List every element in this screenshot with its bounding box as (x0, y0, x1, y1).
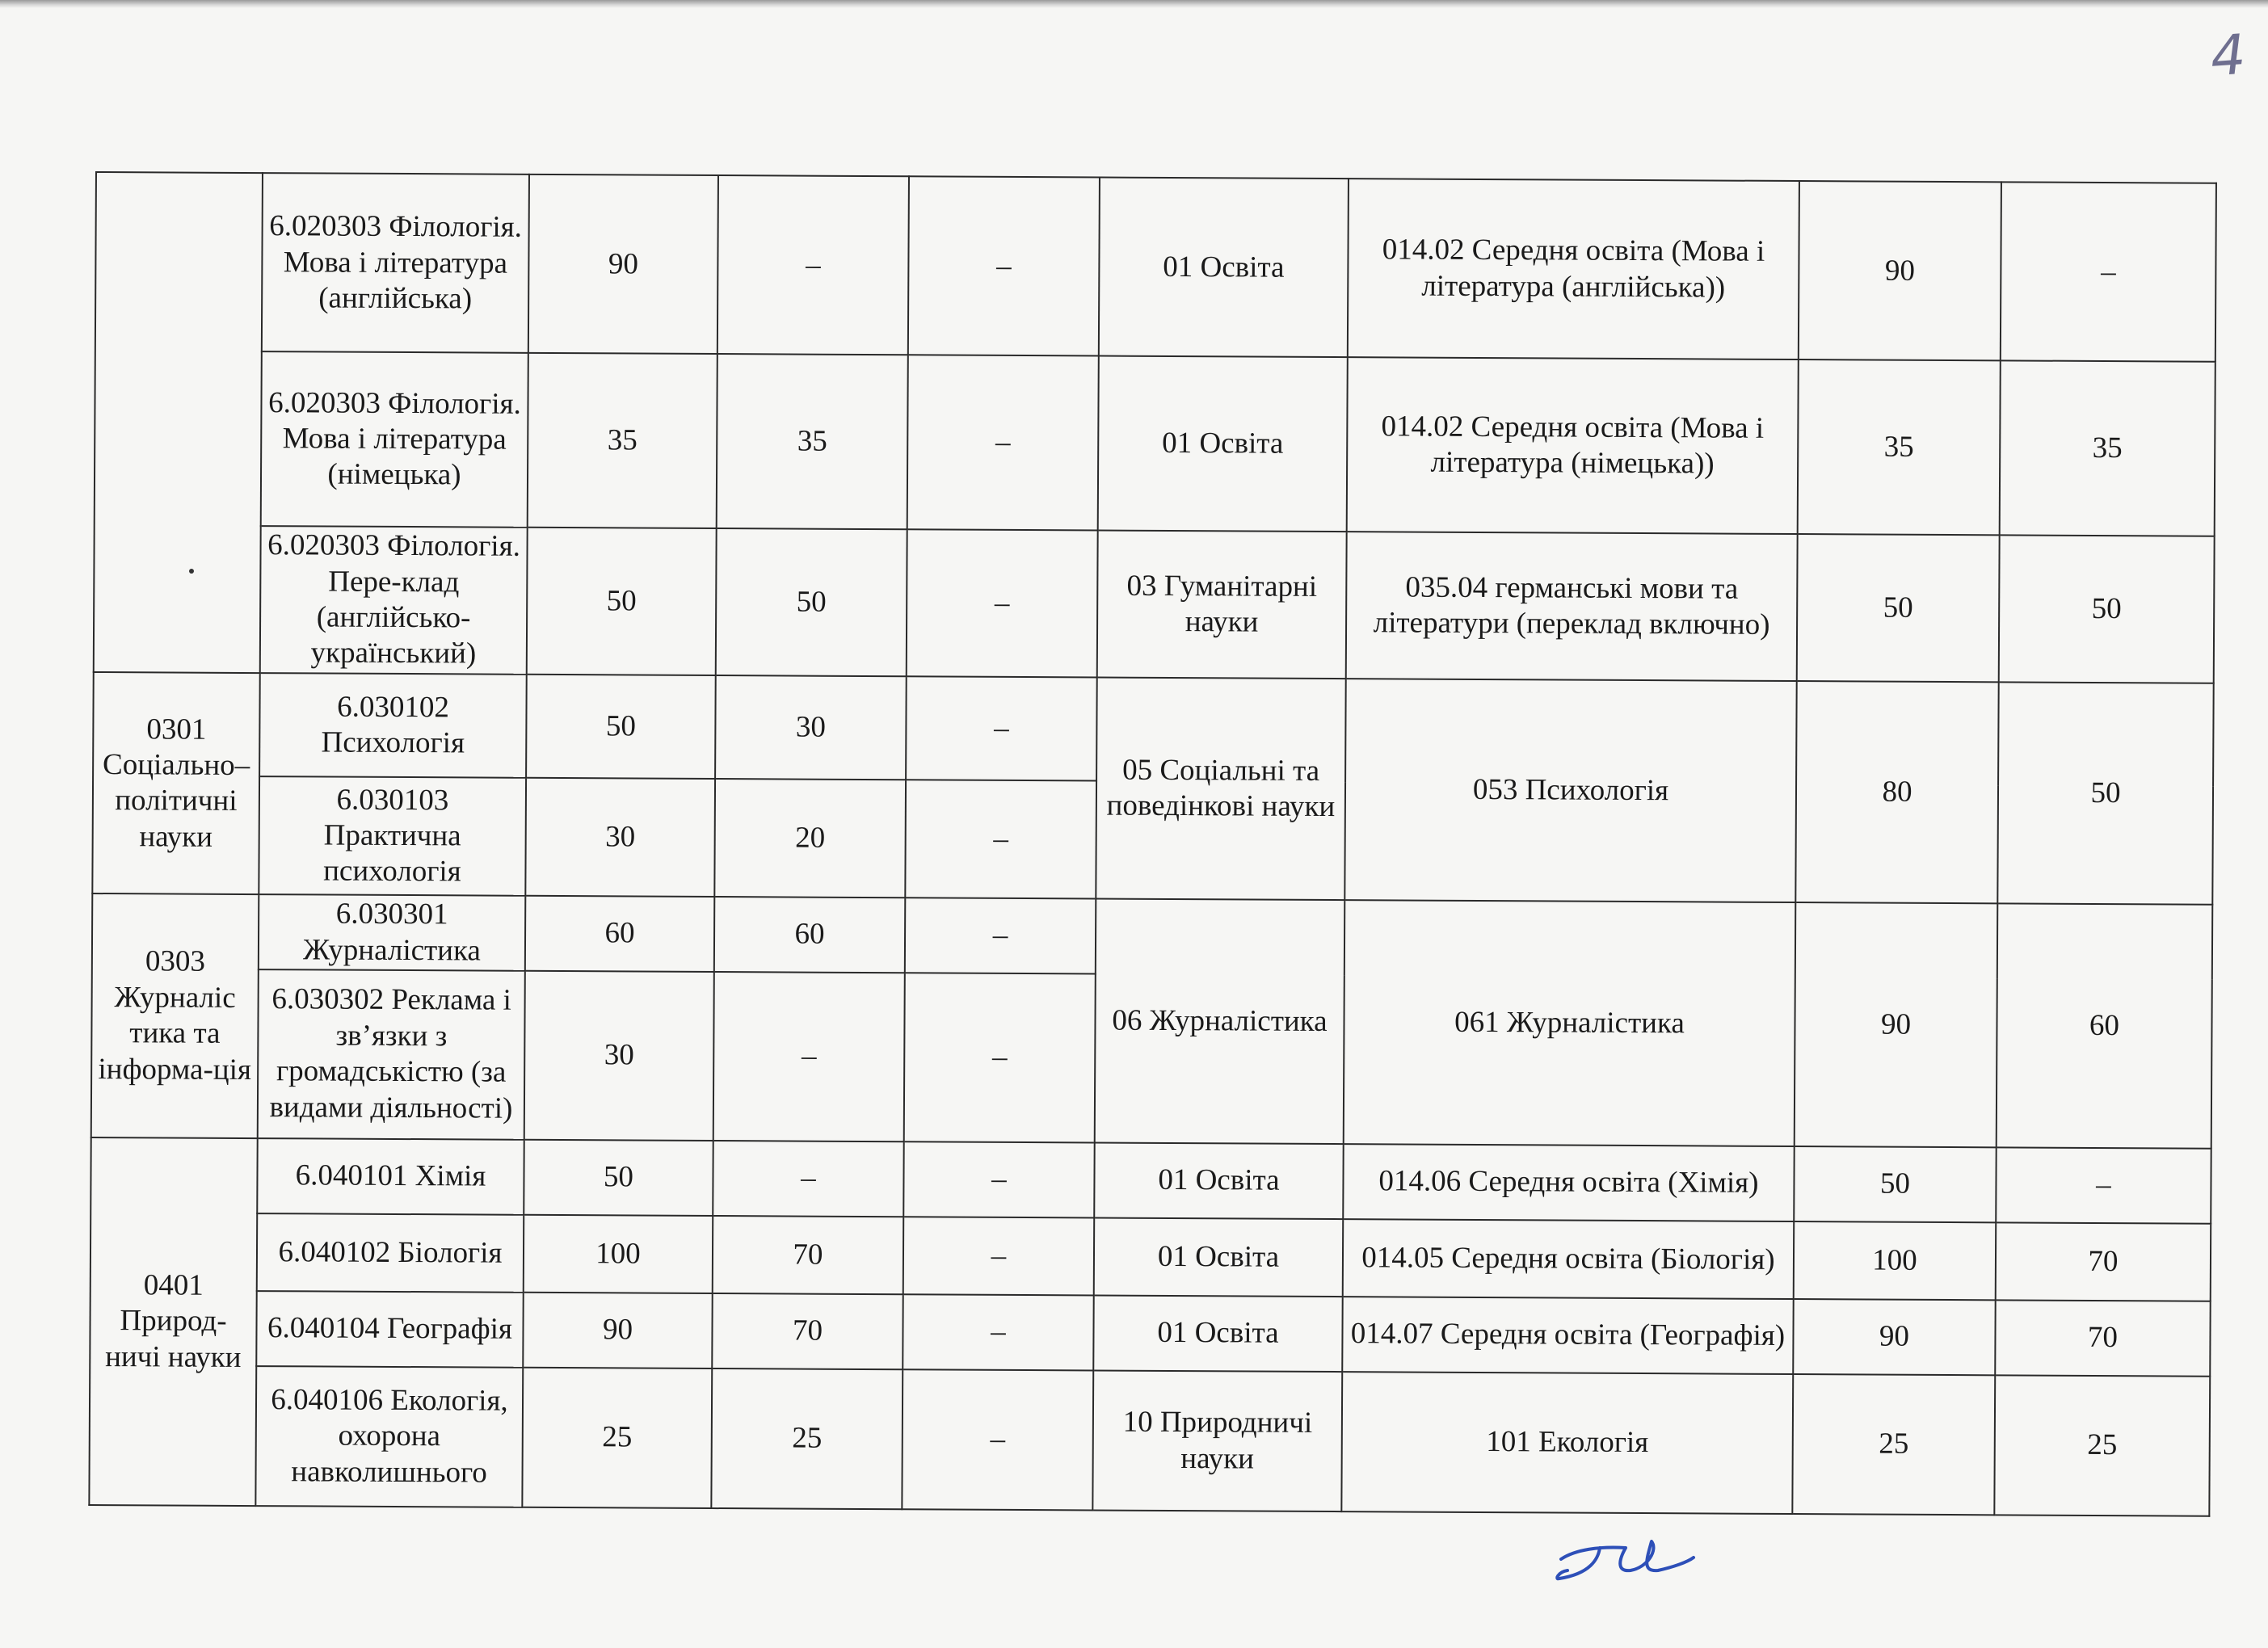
table-row (90, 1213, 2211, 1301)
value-cell: 90 (523, 1293, 712, 1369)
table-row (94, 525, 2215, 683)
value-cell: – (902, 1370, 1093, 1511)
branch-cell: 03 Гуманітарні науки (1097, 530, 1347, 679)
value-cell: 30 (525, 778, 715, 897)
group-cell (94, 172, 263, 673)
new-spec-cell: 053 Психологія (1344, 679, 1796, 902)
spec-cell: 6.030301 Журналістика (259, 894, 525, 970)
value-cell: – (904, 973, 1096, 1142)
branch-cell: 01 Освіта (1093, 1295, 1342, 1372)
value-cell: – (713, 1141, 903, 1217)
value-cell: 50 (1794, 1146, 1996, 1223)
spec-cell: 6.030302 Реклама і зв’язки з громадськістю (за видами діяльності) (258, 969, 525, 1140)
value-cell: – (908, 176, 1100, 356)
branch-cell: 05 Соціальні та поведінкові науки (1096, 678, 1345, 901)
value-cell: 50 (716, 528, 907, 677)
table-row (89, 1365, 2210, 1516)
table-row (95, 351, 2215, 536)
new-spec-cell: 014.05 Середня освіта (Біологія) (1343, 1219, 1794, 1298)
spec-cell: 6.040101 Хімія (257, 1138, 524, 1215)
value-cell: – (903, 1294, 1093, 1371)
branch-cell: 01 Освіта (1094, 1142, 1343, 1219)
value-cell: 50 (1997, 683, 2213, 906)
value-cell: 90 (1799, 181, 2001, 361)
branch-cell: 01 Освіта (1099, 178, 1349, 358)
value-cell: 50 (524, 1140, 713, 1217)
table-row (93, 672, 2214, 787)
signature-icon (1551, 1527, 1713, 1591)
value-cell: – (907, 355, 1099, 531)
new-spec-cell: 061 Журналістика (1344, 901, 1796, 1146)
value-cell: – (903, 1141, 1094, 1218)
value-cell: – (905, 780, 1096, 898)
value-cell: – (2001, 182, 2216, 362)
new-spec-cell: 014.07 Середня освіта (Географія) (1342, 1297, 1793, 1374)
value-cell: 60 (525, 896, 714, 971)
value-cell: – (906, 676, 1097, 780)
value-cell: 20 (714, 779, 906, 898)
spec-cell: 6.040102 Біологія (257, 1213, 524, 1292)
new-spec-cell: 101 Екологія (1341, 1372, 1793, 1514)
table-row (90, 1137, 2211, 1224)
value-cell: 60 (714, 897, 905, 972)
value-cell: 25 (711, 1368, 903, 1509)
table-row (92, 893, 2212, 979)
new-spec-cell: 014.02 Середня освіта (Мова і література (англійська)) (1348, 179, 1799, 359)
value-cell: 30 (524, 970, 714, 1140)
branch-cell: 01 Освіта (1094, 1218, 1343, 1297)
group-cell: 0303 Журналіс тика та інформа-ція (91, 893, 259, 1138)
table-row (95, 172, 2216, 362)
specialties-table (88, 171, 2217, 1517)
page-number: 4 (2208, 23, 2248, 90)
value-cell: 30 (715, 675, 907, 780)
value-cell: 35 (717, 354, 908, 529)
spec-cell: 6.030103 Практична психологія (259, 776, 526, 896)
value-cell: – (903, 1217, 1094, 1296)
spec-cell: 6.020303 Філологія. Пере-клад (англійсько-український) (260, 526, 528, 675)
spec-cell: 6.040104 Географія (256, 1291, 523, 1368)
value-cell: 50 (1797, 534, 2000, 683)
new-spec-cell: 014.02 Середня освіта (Мова і література (німецька)) (1347, 358, 1799, 534)
value-cell: 90 (1793, 1299, 1995, 1376)
group-cell: 0301 Соціально–політичні науки (92, 672, 259, 894)
value-cell: – (1996, 1147, 2211, 1224)
value-cell: 25 (522, 1368, 712, 1508)
value-cell: 35 (528, 353, 717, 528)
value-cell: 35 (2000, 361, 2215, 536)
value-cell: – (907, 529, 1098, 678)
spec-cell: 6.030102 Психологія (259, 673, 527, 778)
value-cell: 70 (713, 1216, 903, 1294)
scan-top-edge (0, 0, 2268, 8)
value-cell: 100 (1794, 1221, 1996, 1300)
value-cell: – (905, 898, 1096, 973)
value-cell: – (717, 175, 909, 355)
value-cell: 70 (712, 1293, 903, 1370)
value-cell: 50 (526, 675, 716, 779)
value-cell: 60 (1997, 904, 2213, 1149)
group-cell: 0401 Природ-ничі науки (89, 1137, 257, 1506)
spec-cell: 6.020303 Філологія. Мова і література (англійська) (262, 173, 529, 353)
value-cell: 70 (1995, 1300, 2210, 1377)
new-spec-cell: 014.06 Середня освіта (Хімія) (1343, 1144, 1794, 1221)
spec-cell: 6.020303 Філологія. Мова і література (німецька) (261, 352, 528, 528)
value-cell: 80 (1795, 681, 1998, 904)
value-cell: 25 (1994, 1376, 2210, 1516)
branch-cell: 10 Природничі науки (1092, 1371, 1342, 1511)
value-cell: 90 (1795, 902, 1998, 1147)
value-cell: 50 (1999, 535, 2215, 683)
spec-cell: 6.040106 Екологія, охорона навколишнього (255, 1366, 523, 1507)
value-cell: 35 (1798, 359, 2001, 535)
value-cell: 90 (528, 174, 718, 355)
table-row (90, 1290, 2210, 1377)
branch-cell: 01 Освіта (1098, 356, 1348, 532)
value-cell: 25 (1792, 1374, 1995, 1515)
value-cell: – (713, 972, 905, 1141)
value-cell: 50 (527, 528, 717, 676)
new-spec-cell: 035.04 германські мови та літератури (переклад включно) (1346, 532, 1798, 681)
value-cell: 100 (524, 1215, 713, 1293)
branch-cell: 06 Журналістика (1095, 899, 1345, 1144)
value-cell: 70 (1996, 1223, 2211, 1301)
